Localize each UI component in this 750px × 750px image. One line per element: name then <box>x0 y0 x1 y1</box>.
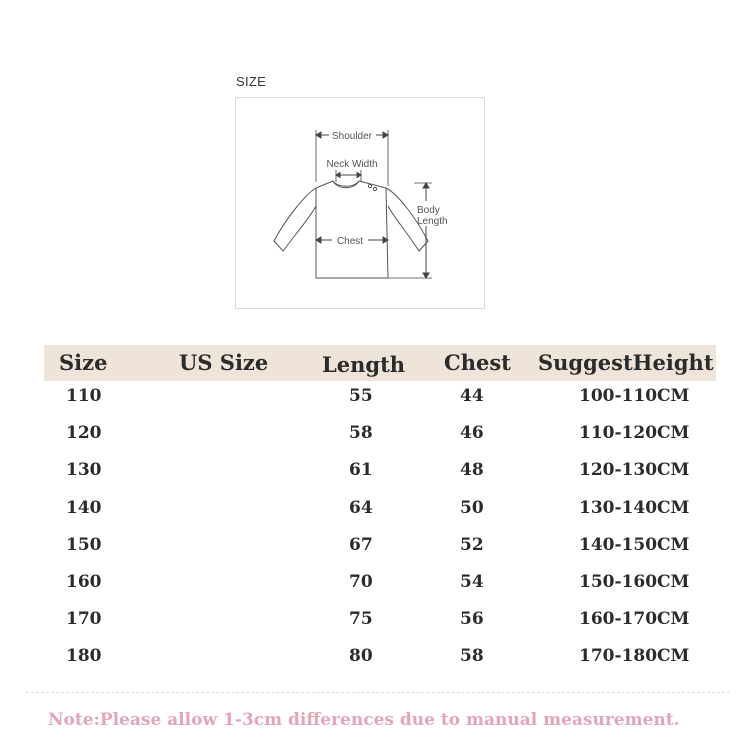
body-length-label-line2: Length <box>417 216 448 227</box>
table-row <box>44 418 716 455</box>
cell-chest: 46 <box>460 423 484 444</box>
shoulder-label: Shoulder <box>331 131 373 142</box>
cell-length: 64 <box>349 497 373 518</box>
chest-label: Chest <box>336 236 364 247</box>
cell-suggest-height: 170-180CM <box>579 646 690 667</box>
table-row <box>44 493 716 530</box>
table-row <box>44 455 716 492</box>
cell-size: 150 <box>66 534 102 555</box>
cell-chest: 54 <box>460 571 484 592</box>
cell-chest: 58 <box>460 646 484 667</box>
header-length: Length <box>322 352 406 377</box>
measurement-diagram <box>235 97 485 309</box>
cell-size: 140 <box>66 497 102 518</box>
cell-suggest-height: 130-140CM <box>579 497 690 518</box>
cell-length: 70 <box>349 571 373 592</box>
cell-size: 160 <box>66 571 102 592</box>
size-chart-table <box>44 345 716 679</box>
header-us-size: US Size <box>179 350 269 375</box>
cell-suggest-height: 100-110CM <box>579 386 690 406</box>
cell-length: 55 <box>349 386 373 406</box>
dashed-divider <box>26 692 730 693</box>
cell-size: 110 <box>66 386 102 406</box>
cell-length: 75 <box>349 609 373 630</box>
cell-size: 120 <box>66 423 102 444</box>
cell-length: 80 <box>349 646 373 667</box>
cell-size: 170 <box>66 609 102 630</box>
size-diagram-title: SIZE <box>236 74 267 89</box>
measurement-note: Note:Please allow 1-3cm differences due to manual measurement. <box>48 710 680 730</box>
cell-size: 130 <box>66 460 102 481</box>
table-header <box>44 345 716 381</box>
table-row <box>44 567 716 604</box>
cell-suggest-height: 110-120CM <box>579 423 690 444</box>
cell-chest: 52 <box>460 534 484 555</box>
header-suggest-height: SuggestHeight <box>538 350 714 375</box>
cell-suggest-height: 140-150CM <box>579 534 690 555</box>
cell-length: 61 <box>349 460 373 481</box>
cell-length: 58 <box>349 423 373 444</box>
cell-suggest-height: 120-130CM <box>579 460 690 481</box>
table-row <box>44 530 716 567</box>
table-row <box>44 641 716 678</box>
header-size: Size <box>59 350 108 375</box>
body-length-label-line1: Body <box>417 205 440 216</box>
cell-chest: 48 <box>460 460 484 481</box>
cell-chest: 44 <box>460 386 484 406</box>
cell-size: 180 <box>66 646 102 667</box>
cell-chest: 56 <box>460 609 484 630</box>
cell-suggest-height: 160-170CM <box>579 609 690 630</box>
table-body <box>44 381 716 679</box>
neck-width-label: Neck Width <box>326 159 378 170</box>
cell-suggest-height: 150-160CM <box>579 571 690 592</box>
sweater-diagram-icon <box>236 98 484 308</box>
cell-length: 67 <box>349 534 373 555</box>
header-chest: Chest <box>444 350 511 375</box>
table-row <box>44 604 716 641</box>
table-row <box>44 381 716 418</box>
cell-chest: 50 <box>460 497 484 518</box>
